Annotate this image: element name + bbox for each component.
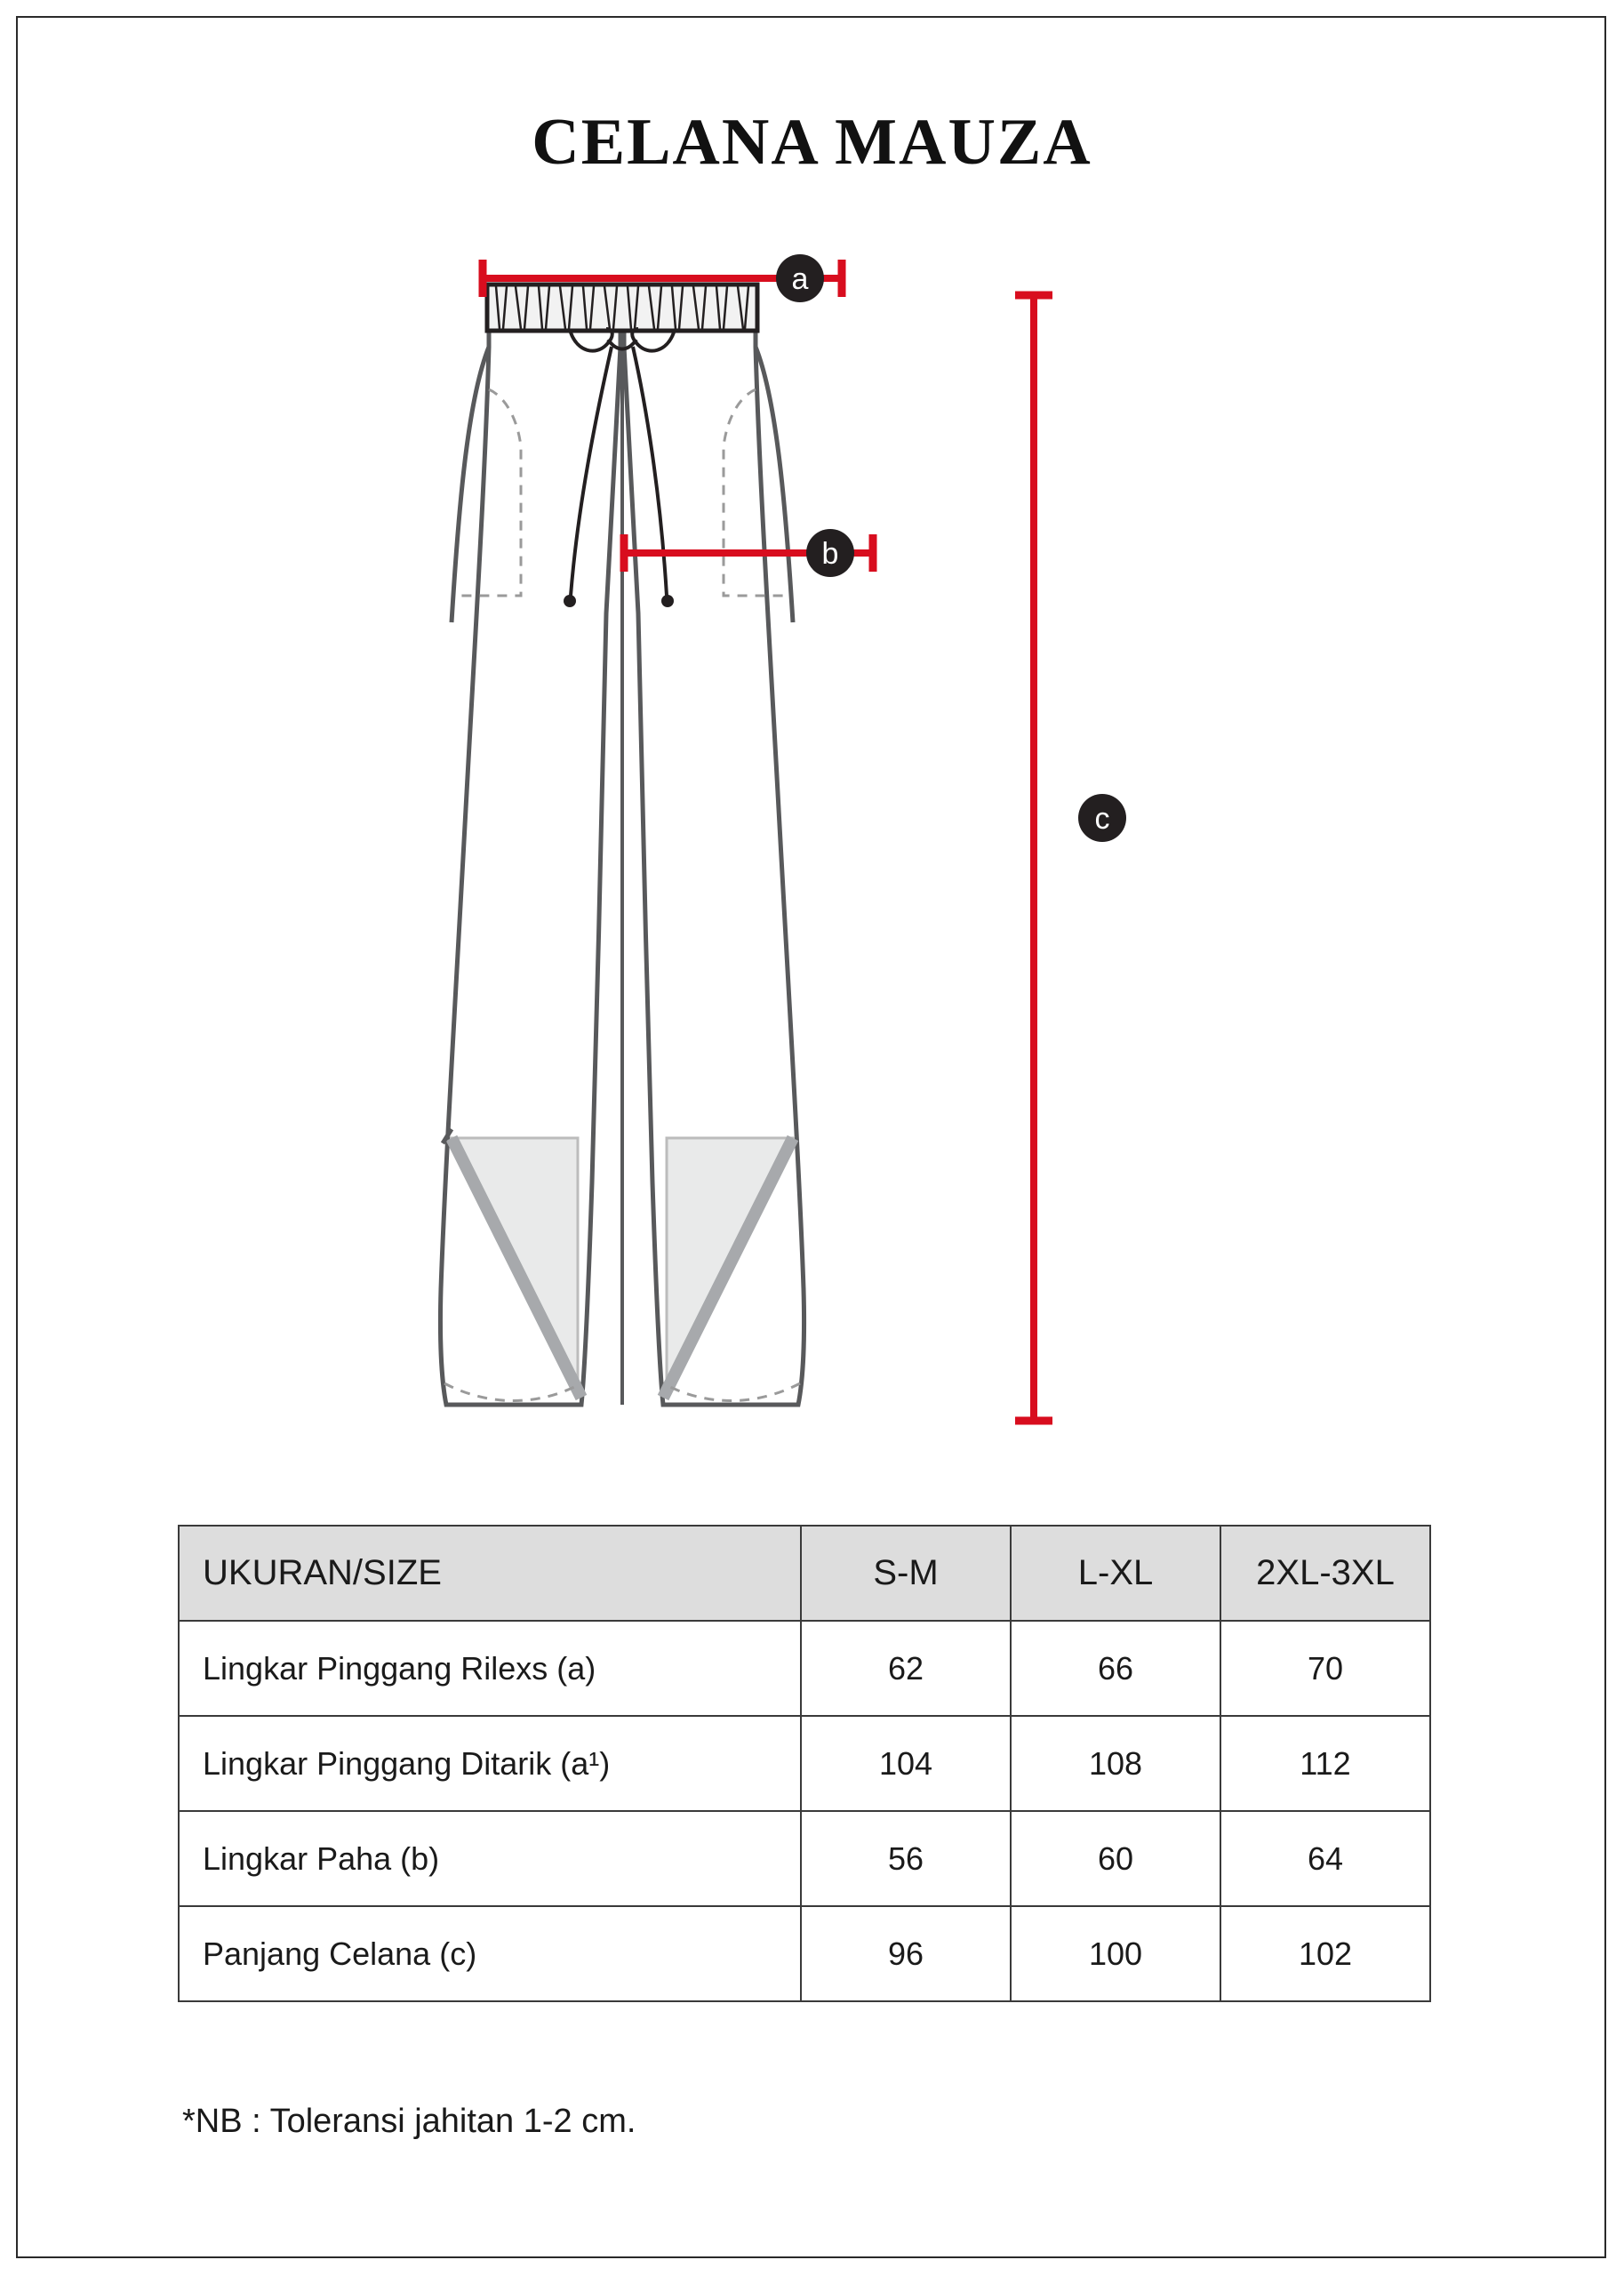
row-value-length-2xl3xl: 102 (1220, 1906, 1430, 2001)
page-title: CELANA MAUZA (532, 106, 1092, 179)
measure-c-line (1015, 295, 1052, 1421)
measure-c-marker (1078, 794, 1126, 842)
pants-technical-drawing (222, 240, 1404, 1511)
table-row (179, 1716, 1430, 1811)
table-header-row (179, 1526, 1430, 1621)
row-value-length-sm: 96 (801, 1906, 1011, 2001)
svg-text:b: b (821, 537, 839, 571)
row-value-waist-relaxed-sm: 62 (801, 1621, 1011, 1716)
row-label-waist-stretched: Lingkar Pinggang Ditarik (a¹) (179, 1716, 801, 1811)
svg-text:a: a (791, 262, 809, 296)
row-value-thigh-lxl: 60 (1011, 1811, 1220, 1906)
measure-b-marker (806, 529, 854, 577)
svg-text:c: c (1094, 802, 1110, 836)
row-value-thigh-sm: 56 (801, 1811, 1011, 1906)
row-value-waist-stretched-lxl: 108 (1011, 1716, 1220, 1811)
table-header-size: UKURAN/SIZE (179, 1526, 801, 1621)
garment-illustration (440, 284, 804, 1405)
table-row (179, 1811, 1430, 1906)
table-row (179, 1621, 1430, 1716)
table-header-2xl3xl: 2XL-3XL (1220, 1526, 1430, 1621)
row-value-thigh-2xl3xl: 64 (1220, 1811, 1430, 1906)
table-row (179, 1906, 1430, 2001)
row-label-waist-relaxed: Lingkar Pinggang Rilexs (a) (179, 1621, 801, 1716)
row-value-length-lxl: 100 (1011, 1906, 1220, 2001)
measure-a-marker (776, 254, 824, 302)
table-header-sm: S-M (801, 1526, 1011, 1621)
row-value-waist-stretched-sm: 104 (801, 1716, 1011, 1811)
row-label-length: Panjang Celana (c) (179, 1906, 801, 2001)
tolerance-note: *NB : Toleransi jahitan 1-2 cm. (182, 2103, 636, 2140)
row-value-waist-stretched-2xl3xl: 112 (1220, 1716, 1430, 1811)
table-header-lxl: L-XL (1011, 1526, 1220, 1621)
size-table (178, 1525, 1431, 2002)
row-label-thigh: Lingkar Paha (b) (179, 1811, 801, 1906)
row-value-waist-relaxed-2xl3xl: 70 (1220, 1621, 1430, 1716)
row-value-waist-relaxed-lxl: 66 (1011, 1621, 1220, 1716)
